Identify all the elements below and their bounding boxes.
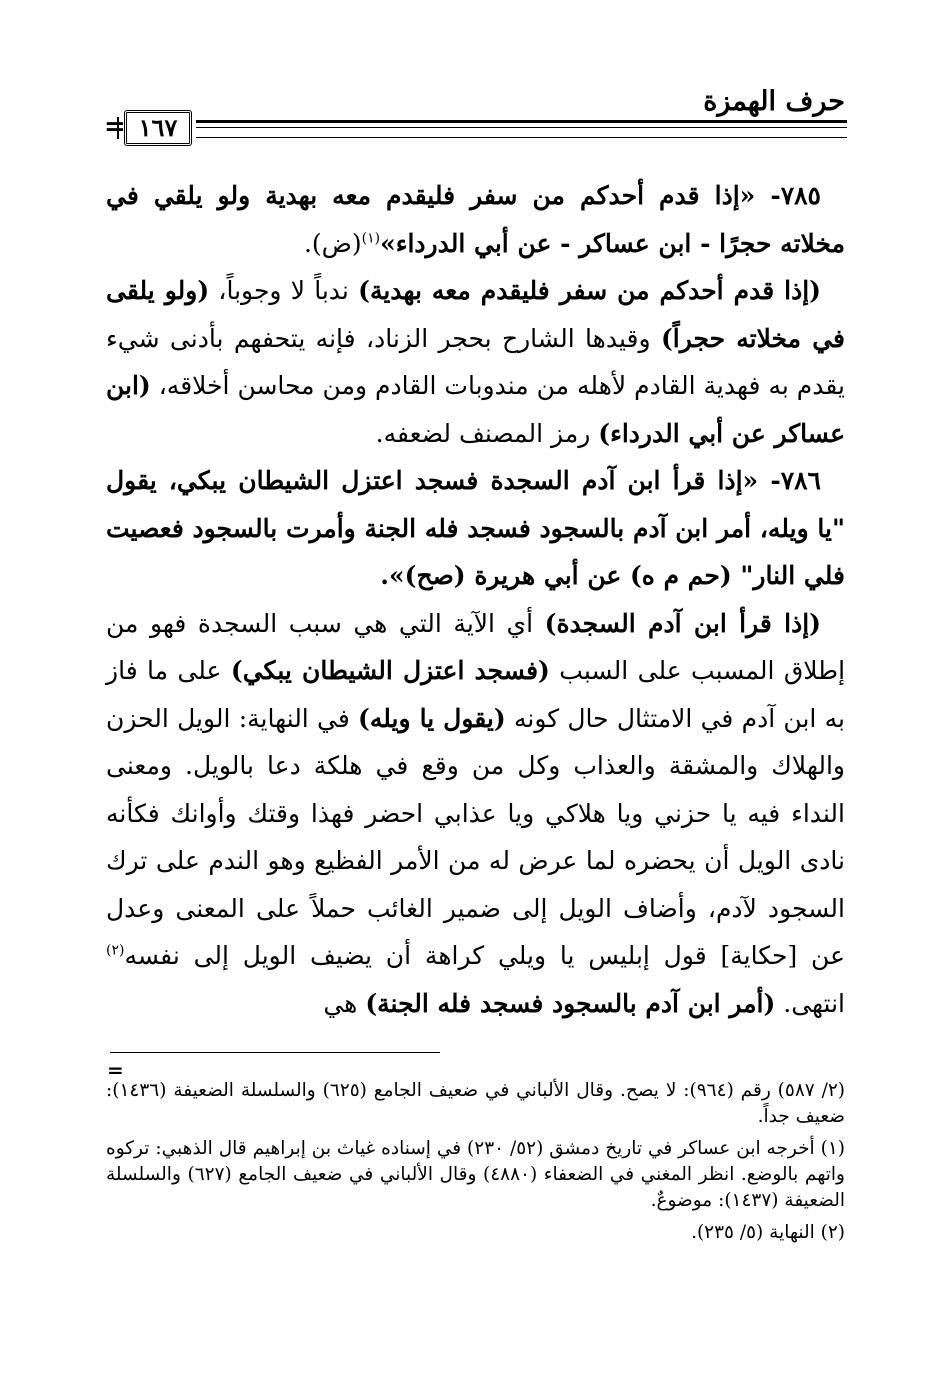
hadith-785-text: «إذا قدم أحدكم من سفر فليقدم معه بهدية ولو يلقي في مخلاته حجرًا - ابن عساكر - عن أبي الدرداء» <box>106 181 845 258</box>
commentary-text: أي الآية التي هي سبب السجدة فهو من إطلاق المسبب على السبب <box>106 608 846 685</box>
running-title: حرف الهمزة <box>703 86 845 117</box>
footnote-separator <box>110 1052 440 1053</box>
footnote-1: (١) أخرجه ابن عساكر في تاريخ دمشق (٥٢/ ٢٣٠) في إسناده غياث بن إبراهيم قال الذهبي: تركوه واتهم بالوضع. انظر المغني في الضعفاء (٤٨٨٠) وقال الألباني في ضعيف الجامع (٦٢٧) والسلسلة الضعيفة (١٤٣٧): موضوعٌ. <box>106 1138 845 1211</box>
footnote-2: (٢) النهاية (٥/ ٢٣٥). <box>691 1222 845 1243</box>
commentary-text: رمز المصنف لضعفه. <box>375 418 599 448</box>
quote-text: (إذا قدم أحدكم من سفر فليقدم معه بهدية) <box>358 276 822 305</box>
commentary-text: في النهاية: الويل الحزن والهلاك والمشقة والعذاب وكل من وقع في هلكة دعا بالويل. ومعنى النداء فيه يا حزني ويا هلاكي ويا عذابي احضر فهذا وقتك وأوانك فكأنه نادى الويل أن يحضره لما عرض له من الأمر الفظيع وهو الندم على ترك السجود لآدم، وأضاف الويل إلى ضمير الغائب حملاً على المعنى وعدل عن [حكاية] قول إبليس يا ويلي كراهة أن يضيف الويل إلى نفسه <box>106 703 845 970</box>
quote-text: (أمر ابن آدم بالسجود فسجد فله الجنة) <box>365 988 776 1018</box>
commentary-text: ندباً لا وجوباً، <box>209 276 359 305</box>
commentary-text: وقيدها الشارح بحجر الزناد، فإنه يتحفهم بأدنى شيء يقدم به فهدية القادم لأهله من مندوبات القادم ومن محاسن أخلاقه، <box>106 323 845 400</box>
hadith-786-text: «إذا قرأ ابن آدم السجدة فسجد اعتزل الشيطان يبكي، يقول "يا ويله، أمر ابن آدم بالسجود فسجد فله الجنة وأمرت بالسجود فعصيت فلي النار" (حم م ه) عن أبي هريرة (صح)». <box>106 466 845 590</box>
hadith-786-number: ٧٨٦- <box>758 466 821 495</box>
hadith-785-number: ٧٨٥- <box>755 181 821 210</box>
quote-text: (فسجد اعتزل الشيطان يبكي) <box>230 656 550 685</box>
header-rule-mark: = <box>104 112 126 142</box>
commentary-text: هي <box>323 988 366 1018</box>
footnote-ref-1: (١) <box>361 230 381 247</box>
quote-text: (إذا قرأ ابن آدم السجدة) <box>544 608 821 638</box>
hadith-785 <box>106 172 845 267</box>
hadith-785-grade: (ض). <box>303 228 362 258</box>
header-rule <box>196 120 847 138</box>
footnote-carryover: (٢/ ٥٨٧) رقم (٩٦٤): لا يصح. وقال الألباني في ضعيف الجامع (٦٢٥) والسلسلة الضعيفة (١٤٣٦): ضعيف جداً. <box>106 1080 845 1127</box>
commentary-text: على ما فاز به ابن آدم في الامتثال حال كونه <box>106 656 845 733</box>
commentary-text: انتهى. <box>775 988 845 1018</box>
hadith-786 <box>106 457 845 600</box>
page-number: ١٦٧ <box>124 110 192 146</box>
main-text <box>106 172 845 1027</box>
quote-text: (ابن عساكر عن أبي الدرداء) <box>106 371 845 448</box>
commentary-786 <box>106 600 845 1028</box>
footnotes <box>106 1078 845 1252</box>
footnote-continuation-mark: = <box>107 1058 124 1082</box>
commentary-785 <box>106 267 845 457</box>
footnote-ref-2: (٢) <box>106 942 125 959</box>
quote-text: (ولو يلقى في مخلاته حجراً) <box>106 276 845 353</box>
quote-text: (يقول يا ويله) <box>358 703 506 733</box>
